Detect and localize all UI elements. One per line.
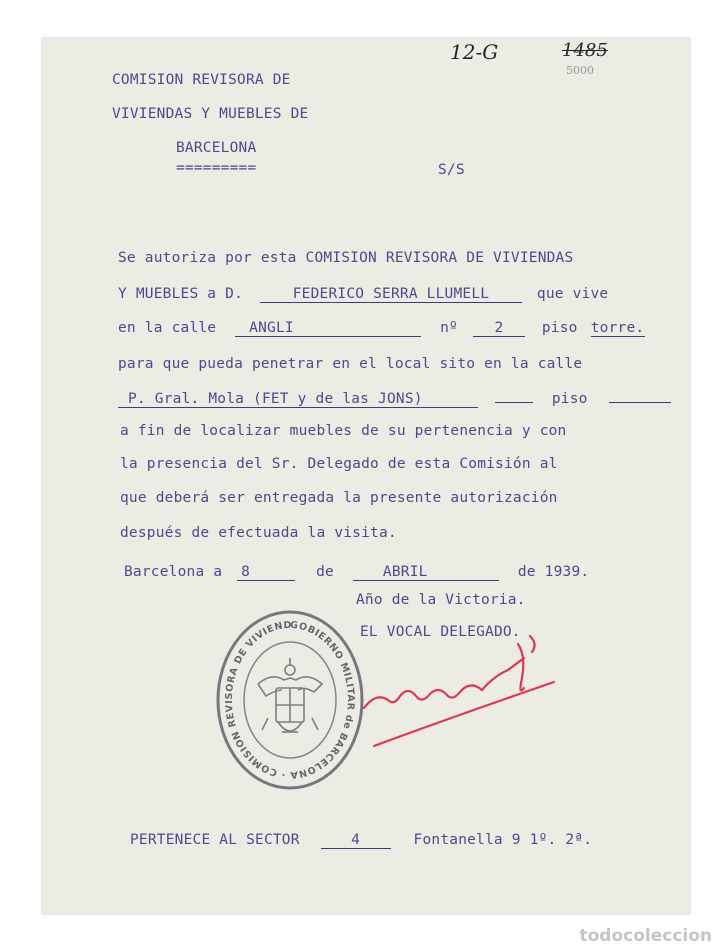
body-line-8: que deberá ser entregada la presente autorización <box>120 490 558 506</box>
sector-address: Fontanella 9 1º. 2ª. <box>413 832 593 848</box>
site-watermark: todocoleccion <box>579 926 712 946</box>
header-line-1: COMISION REVISORA DE <box>112 72 291 88</box>
body-line-3 <box>118 320 645 337</box>
street-field: ANGLI <box>235 320 421 337</box>
body-line-4: para que pueda penetrar en el local sito en la calle <box>118 356 583 372</box>
body-line-2-suffix: que vive <box>536 286 609 302</box>
number-label: nº <box>440 320 458 336</box>
stamp-text: GOBIERNO MILITAR de BARCELONA · COMISION REVISORA DE VIVIEND <box>223 619 357 781</box>
signature <box>354 630 564 750</box>
tenant-name-field: FEDERICO SERRA LLUMELL <box>260 286 522 303</box>
victoria-line: Año de la Victoria. <box>356 592 526 608</box>
official-stamp <box>210 606 370 796</box>
header-underline: ========= <box>176 160 257 176</box>
body-line-2 <box>118 286 608 303</box>
body-line-7: la presencia del Sr. Delegado de esta Comisión al <box>120 456 558 472</box>
date-de: de <box>316 564 334 580</box>
local-floor-label: piso <box>551 391 588 407</box>
reference-mark: S/S <box>438 162 465 178</box>
archive-code-1: 12-G <box>450 40 499 64</box>
number-field: 2 <box>473 320 525 337</box>
date-year: de 1939. <box>517 564 590 580</box>
body-line-6: a fin de localizar muebles de su pertenencia y con <box>120 423 567 439</box>
body-line-1: Se autoriza por esta COMISION REVISORA DE VIVIENDAS <box>118 250 574 266</box>
date-month: ABRIL <box>353 564 499 581</box>
floor-label: piso <box>541 320 578 336</box>
stamp-seal-icon <box>210 606 370 796</box>
date-line <box>124 564 589 581</box>
body-line-3-street-label: en la calle <box>118 320 217 336</box>
sector-label: PERTENECE AL SECTOR <box>130 832 300 848</box>
local-floor-field <box>609 402 671 403</box>
date-day: 8 <box>237 564 295 581</box>
archive-code-2: 1485 <box>562 40 608 61</box>
body-line-9: después de efectuada la visita. <box>120 525 397 541</box>
archive-code-3: 5000 <box>566 64 594 77</box>
header-line-3: BARCELONA <box>176 140 257 156</box>
body-line-2-prefix: Y MUEBLES a D. <box>118 286 244 302</box>
local-field: P. Gral. Mola (FET y de las JONS) <box>118 391 478 408</box>
local-blank <box>495 402 533 403</box>
date-city: Barcelona a <box>124 564 223 580</box>
body-line-5 <box>118 391 671 408</box>
sector-number: 4 <box>321 832 391 849</box>
header-line-2: VIVIENDAS Y MUEBLES DE <box>112 106 309 122</box>
floor-field: torre. <box>590 320 645 336</box>
vocal-line: EL VOCAL DELEGADO. <box>360 624 521 640</box>
sector-line <box>130 832 592 849</box>
